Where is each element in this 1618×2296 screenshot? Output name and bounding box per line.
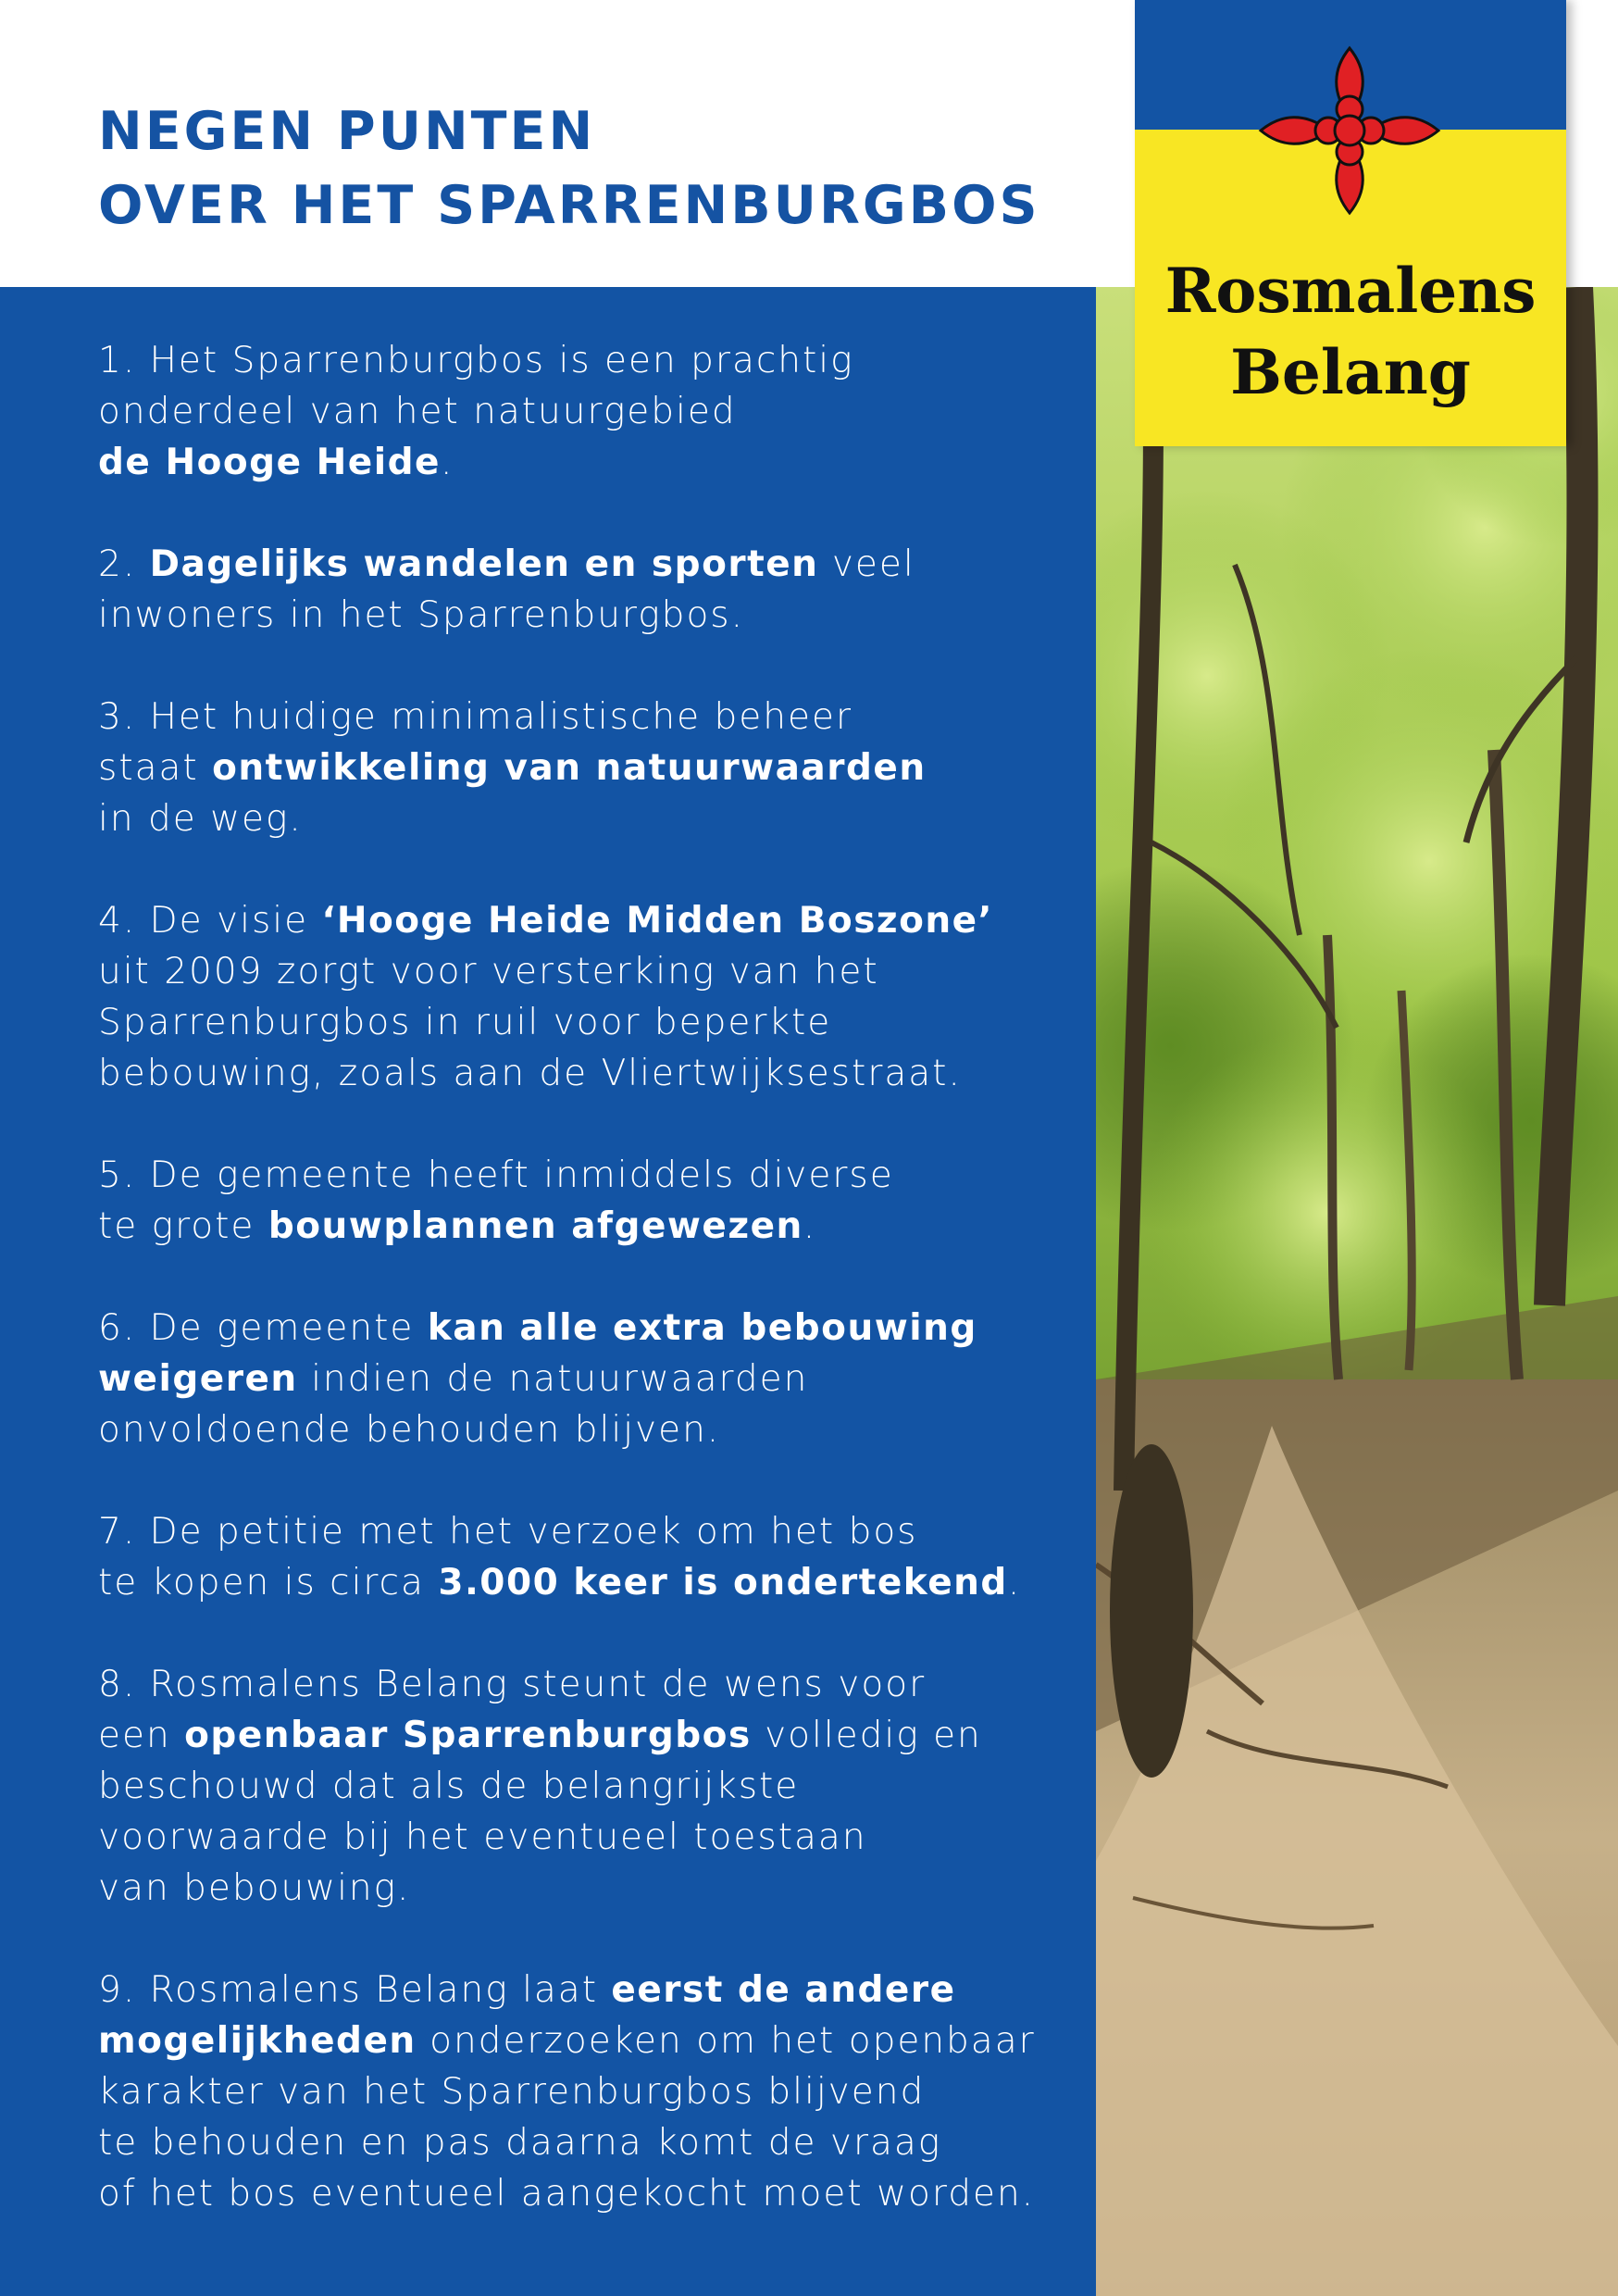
- point-line: [98, 1404, 1079, 1455]
- point-5: [98, 1150, 1079, 1252]
- bold-text: kan alle extra bebouwing: [427, 1307, 977, 1349]
- bold-text: openbaar Sparrenburgbos: [184, 1715, 752, 1756]
- point-6: [98, 1303, 1079, 1455]
- bold-text: ontwikkeling van natuurwaarden: [212, 747, 927, 789]
- point-line: [98, 437, 1079, 488]
- point-line: [98, 1965, 1079, 2015]
- point-8: [98, 1659, 1079, 1914]
- text: of het bos eventueel aangekocht moet worden.: [98, 2173, 1036, 2215]
- bold-text: Dagelijks wandelen en sporten: [149, 543, 819, 585]
- text: karakter van het Sparrenburgbos blijvend: [98, 2071, 926, 2113]
- point-line: [98, 895, 1079, 946]
- point-line: [98, 1506, 1079, 1557]
- point-line: [98, 2066, 1079, 2117]
- text: 8. Rosmalens Belang steunt de wens voor: [98, 1664, 927, 1705]
- point-2: [98, 539, 1079, 641]
- text: .: [1007, 1562, 1022, 1603]
- point-line: [98, 2117, 1079, 2168]
- point-line: [98, 946, 1079, 997]
- page-title: [98, 94, 1040, 243]
- point-9: [98, 1965, 1079, 2219]
- point-line: [98, 1303, 1079, 1354]
- bold-text: bouwplannen afgewezen: [268, 1205, 803, 1247]
- text: te kopen is circa: [98, 1562, 439, 1603]
- text: bebouwing, zoals aan de Vliertwijksestraat.: [98, 1053, 962, 1094]
- point-line: [98, 1557, 1079, 1608]
- point-line: [98, 590, 1079, 641]
- forest-path-photo: [1096, 287, 1618, 2296]
- text: veel: [818, 543, 915, 585]
- text: 3. Het huidige minimalistische beheer: [98, 696, 853, 738]
- point-line: [98, 386, 1079, 437]
- bold-text: eerst de andere: [611, 1969, 956, 2011]
- point-line: [98, 1659, 1079, 1710]
- text: te grote: [98, 1205, 268, 1247]
- point-line: [98, 2015, 1079, 2066]
- logo-name-line-1: Rosmalens: [1164, 255, 1537, 327]
- text: 2.: [98, 543, 150, 585]
- point-line: [98, 1812, 1079, 1863]
- point-line: [98, 539, 1079, 590]
- bold-text: de Hooge Heide: [98, 442, 441, 483]
- point-line: [98, 1201, 1079, 1252]
- text: onderzoeken om het openbaar: [416, 2020, 1036, 2062]
- points-list: [98, 335, 1079, 2270]
- title-line-1: NEGEN PUNTEN: [98, 101, 596, 162]
- text: in de weg.: [98, 798, 303, 840]
- point-line: [98, 1048, 1079, 1099]
- point-line: [98, 793, 1079, 844]
- text: .: [803, 1205, 817, 1247]
- text: onderdeel van het natuurgebied: [98, 391, 737, 432]
- text: volledig en: [751, 1715, 982, 1756]
- text: .: [440, 442, 454, 483]
- text: uit 2009 zorgt voor versterking van het: [98, 951, 879, 992]
- text: 9. Rosmalens Belang laat: [98, 1969, 612, 2011]
- text: van bebouwing.: [98, 1867, 411, 1909]
- text: te behouden en pas daarna komt de vraag: [98, 2122, 942, 2164]
- header: [0, 0, 1135, 287]
- point-line: [98, 2168, 1079, 2219]
- text: staat: [98, 747, 213, 789]
- text: 1. Het Sparrenburgbos is een prachtig: [98, 340, 854, 381]
- text: Sparrenburgbos in ruil voor beperkte: [98, 1002, 832, 1043]
- point-line: [98, 1150, 1079, 1201]
- point-line: [98, 997, 1079, 1048]
- point-line: [98, 1710, 1079, 1761]
- bold-text: 3.000 keer is ondertekend: [438, 1562, 1008, 1603]
- text: een: [98, 1715, 185, 1756]
- red-flower-icon: [1257, 44, 1442, 217]
- text: 6. De gemeente: [98, 1307, 428, 1349]
- point-line: [98, 1863, 1079, 1914]
- point-line: [98, 742, 1079, 793]
- text: 7. De petitie met het verzoek om het bos: [98, 1511, 918, 1553]
- text: onvoldoende behouden blijven.: [98, 1409, 721, 1451]
- point-1: [98, 335, 1079, 488]
- bold-text: weigeren: [98, 1358, 298, 1400]
- rosmalens-belang-logo: [1135, 0, 1566, 446]
- text: indien de natuurwaarden: [297, 1358, 809, 1400]
- text: 4. De visie: [98, 900, 322, 942]
- bold-text: ‘Hooge Heide Midden Boszone’: [321, 900, 993, 942]
- text: inwoners in het Sparrenburgbos.: [98, 594, 745, 636]
- logo-name: [1135, 250, 1566, 413]
- logo-name-line-2: Belang: [1230, 336, 1471, 408]
- text: 5. De gemeente heeft inmiddels diverse: [98, 1154, 894, 1196]
- title-line-2: OVER HET SPARRENBURGBOS: [98, 175, 1040, 236]
- point-7: [98, 1506, 1079, 1608]
- bold-text: mogelijkheden: [98, 2020, 417, 2062]
- point-line: [98, 692, 1079, 742]
- point-line: [98, 1761, 1079, 1812]
- point-3: [98, 692, 1079, 844]
- text: beschouwd dat als de belangrijkste: [98, 1766, 800, 1807]
- point-line: [98, 1354, 1079, 1404]
- text: voorwaarde bij het eventueel toestaan: [98, 1816, 867, 1858]
- point-line: [98, 335, 1079, 386]
- point-4: [98, 895, 1079, 1099]
